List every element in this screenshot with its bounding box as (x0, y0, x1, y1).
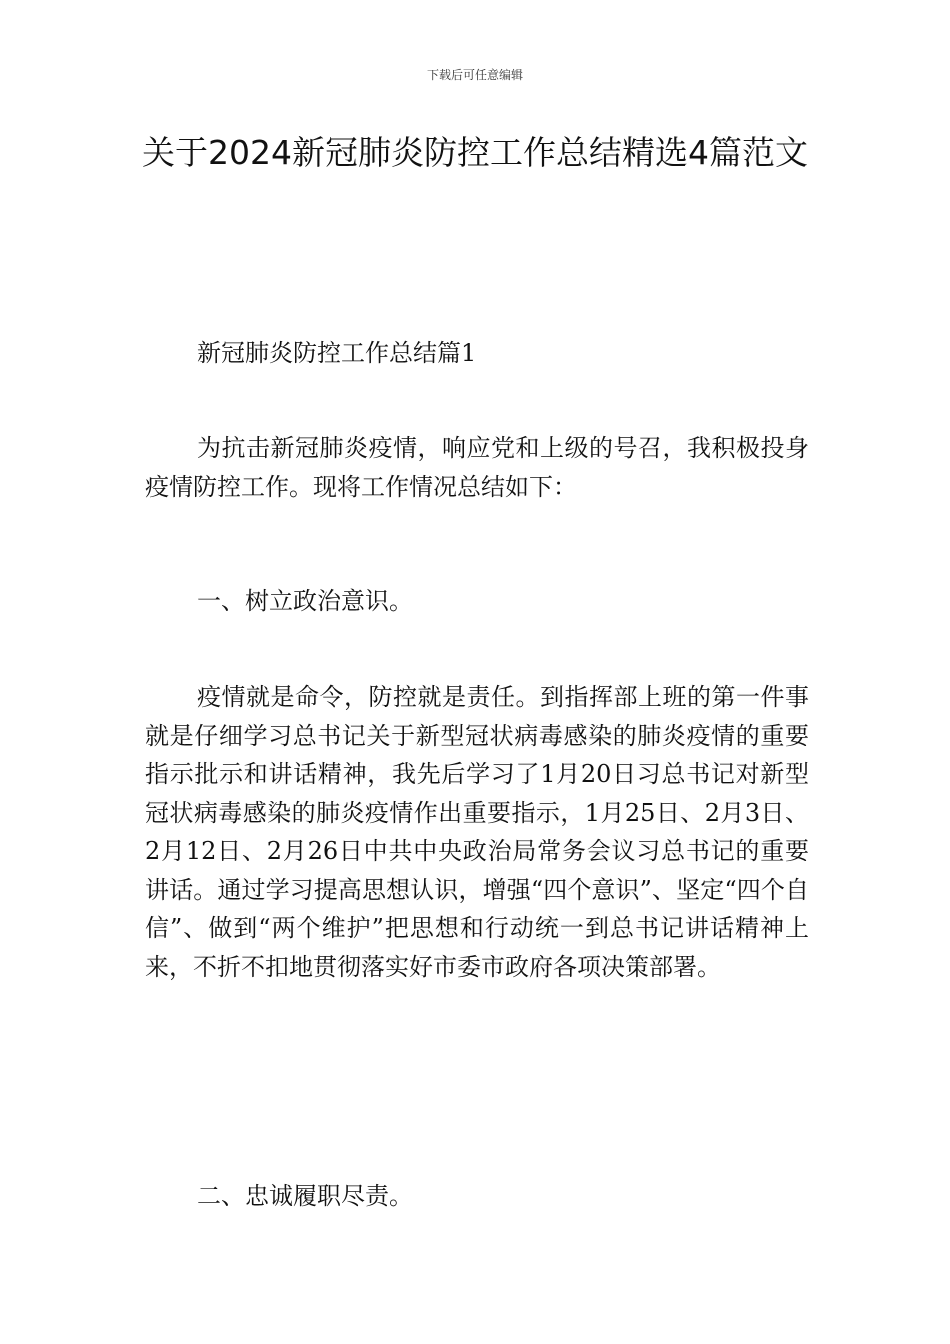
intro-paragraph: 为抗击新冠肺炎疫情，响应党和上级的号召，我积极投身疫情防控工作。现将工作情况总结如下： (145, 434, 809, 501)
section-title: 新冠肺炎防控工作总结篇1 (197, 339, 477, 367)
document-title: 关于2024新冠肺炎防控工作总结精选4篇范文 (142, 133, 808, 172)
heading-political-awareness: 一、树立政治意识。 (197, 587, 413, 615)
heading-duty: 二、忠诚履职尽责。 (197, 1182, 413, 1210)
header-note: 下载后可任意编辑 (426, 68, 523, 82)
paragraph-political-awareness: 疫情就是命令，防控就是责任。到指挥部上班的第一件事就是仔细学习总书记关于新型冠状病毒感染的肺炎疫情的重要指示批示和讲话精神，我先后学习了1月20日习总书记对新型冠状病毒感染的肺炎疫情作出重要指示，1月25日、2月3日、2月12日、2月26日中共中央政治局常务会议习总书记的重要讲话。通过学习提高思想认识，增强“四个意识”、坚定“四个自信”、做到“两个维护”把思想和行动统一到总书记讲话精神上来，不折不扣地贯彻落实好市委市政府各项决策部署。 (145, 683, 809, 981)
